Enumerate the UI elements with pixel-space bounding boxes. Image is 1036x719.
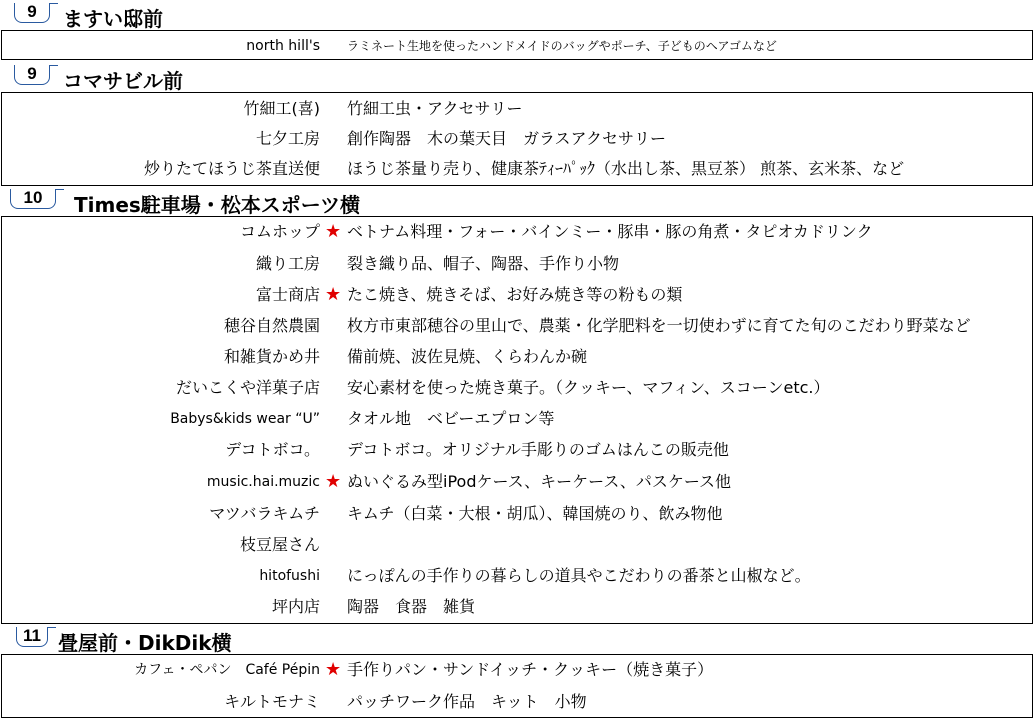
shop-name: Babys&kids wear “U” (170, 411, 320, 427)
shop-description: ラミネート生地を使ったハンドメイドのバッグやポーチ、子どものヘアゴムなど (347, 39, 777, 53)
shop-description: ほうじ茶量り売り、健康茶ﾃｨｰﾊﾟｯｸ（水出し茶、黒豆茶） 煎茶、玄米茶、など (347, 159, 905, 178)
section-list (1, 92, 1033, 186)
shop-description: ベトナム料理・フォー・バインミー・豚串・豚の角煮・タピオカドリンク (347, 222, 873, 241)
shop-description: デコトボコ。オリジナル手彫りのゴムはんこの販売他 (347, 440, 729, 459)
list-item (2, 467, 1032, 497)
shop-name: コムホップ (239, 222, 320, 241)
shop-description: 手作りパン・サンドイッチ・クッキー（焼き菓子） (347, 660, 714, 679)
section-list (1, 654, 1033, 718)
shop-name: カフェ・ペパン Café Pépin (134, 662, 320, 678)
section-list (1, 216, 1033, 624)
shop-description: にっぽんの手作りの暮らしの道具やこだわりの番茶と山椒など。 (347, 566, 811, 585)
shop-description: 安心素材を使った焼き菓子。（クッキー、マフィン、スコーンetc.） (347, 378, 830, 397)
list-item (2, 342, 1032, 372)
shop-name: 富士商店 (255, 285, 320, 304)
shop-description: ぬいぐるみ型iPodケース、キーケース、パスケース他 (347, 472, 732, 491)
star-icon: ★ (325, 221, 342, 242)
list-item (2, 124, 1032, 154)
shop-description: 創作陶器 木の葉天目 ガラスアクセサリー (347, 129, 667, 148)
shop-name: music.hai.muzic (206, 474, 320, 490)
shop-name: デコトボコ。 (225, 440, 320, 459)
list-item (2, 154, 1032, 184)
section-header (0, 62, 1036, 92)
shop-name: 竹細工(喜) (243, 99, 320, 118)
shop-description: パッチワーク作品 キット 小物 (347, 692, 587, 711)
list-item (2, 31, 1032, 61)
list-item (2, 311, 1032, 341)
list-item (2, 687, 1032, 717)
section-title: コマサビル前 (63, 69, 183, 93)
shop-description: 竹細工虫・アクセサリー (347, 99, 523, 118)
section-number-badge: 9 (14, 3, 50, 23)
list-item (2, 404, 1032, 434)
shop-description: キムチ（白菜・大根・胡瓜）、韓国焼のり、飲み物他 (347, 504, 723, 523)
shop-name: 七夕工房 (255, 129, 320, 148)
list-item (2, 655, 1032, 685)
shop-description: 備前焼、波佐見焼、くらわんか碗 (347, 347, 588, 366)
list-item (2, 373, 1032, 403)
shop-description: 陶器 食器 雑貨 (347, 597, 476, 616)
list-item (2, 561, 1032, 591)
list-item (2, 592, 1032, 622)
section-title: 畳屋前・DikDik横 (58, 631, 232, 655)
list-item (2, 249, 1032, 279)
section-title: ますい邸前 (63, 7, 163, 31)
list-item (2, 94, 1032, 124)
list-item (2, 499, 1032, 529)
shop-name: 坪内店 (271, 597, 320, 616)
section-title: Times駐車場・松本スポーツ横 (74, 193, 361, 217)
shop-name: hitofushi (259, 568, 320, 584)
star-icon: ★ (325, 284, 342, 305)
shop-description: 枚方市東部穂谷の里山で、農薬・化学肥料を一切使わずに育てた旬のこだわり野菜など (347, 316, 971, 335)
shop-name: 和雑貨かめ井 (223, 347, 320, 366)
shop-name: だいこくや洋菓子店 (175, 378, 320, 397)
section-header (0, 624, 1036, 654)
shop-description: 裂き織り品、帽子、陶器、手作り小物 (347, 254, 620, 273)
shop-name: north hill's (246, 38, 320, 54)
section-number-badge: 9 (14, 65, 50, 85)
list-item (2, 530, 1032, 560)
section-header (0, 0, 1036, 30)
list-item (2, 435, 1032, 465)
list-item (2, 217, 1032, 247)
shop-description: タオル地 ベビーエプロン等 (347, 409, 555, 428)
section-number-badge: 10 (10, 189, 56, 209)
shop-name: 炒りたてほうじ茶直送便 (143, 159, 320, 178)
list-item (2, 280, 1032, 310)
section-header (0, 186, 1036, 216)
shop-name: 穂谷自然農園 (223, 316, 320, 335)
shop-name: マツバラキムチ (209, 504, 320, 523)
shop-name: 織り工房 (255, 254, 320, 273)
section-number-badge: 11 (16, 627, 48, 647)
section-list (1, 30, 1033, 60)
shop-name: キルトモナミ (224, 692, 320, 711)
star-icon: ★ (325, 471, 342, 492)
shop-description: たこ焼き、焼きそば、お好み焼き等の粉もの類 (347, 285, 683, 304)
star-icon: ★ (325, 659, 342, 680)
shop-name: 枝豆屋さん (239, 535, 320, 554)
